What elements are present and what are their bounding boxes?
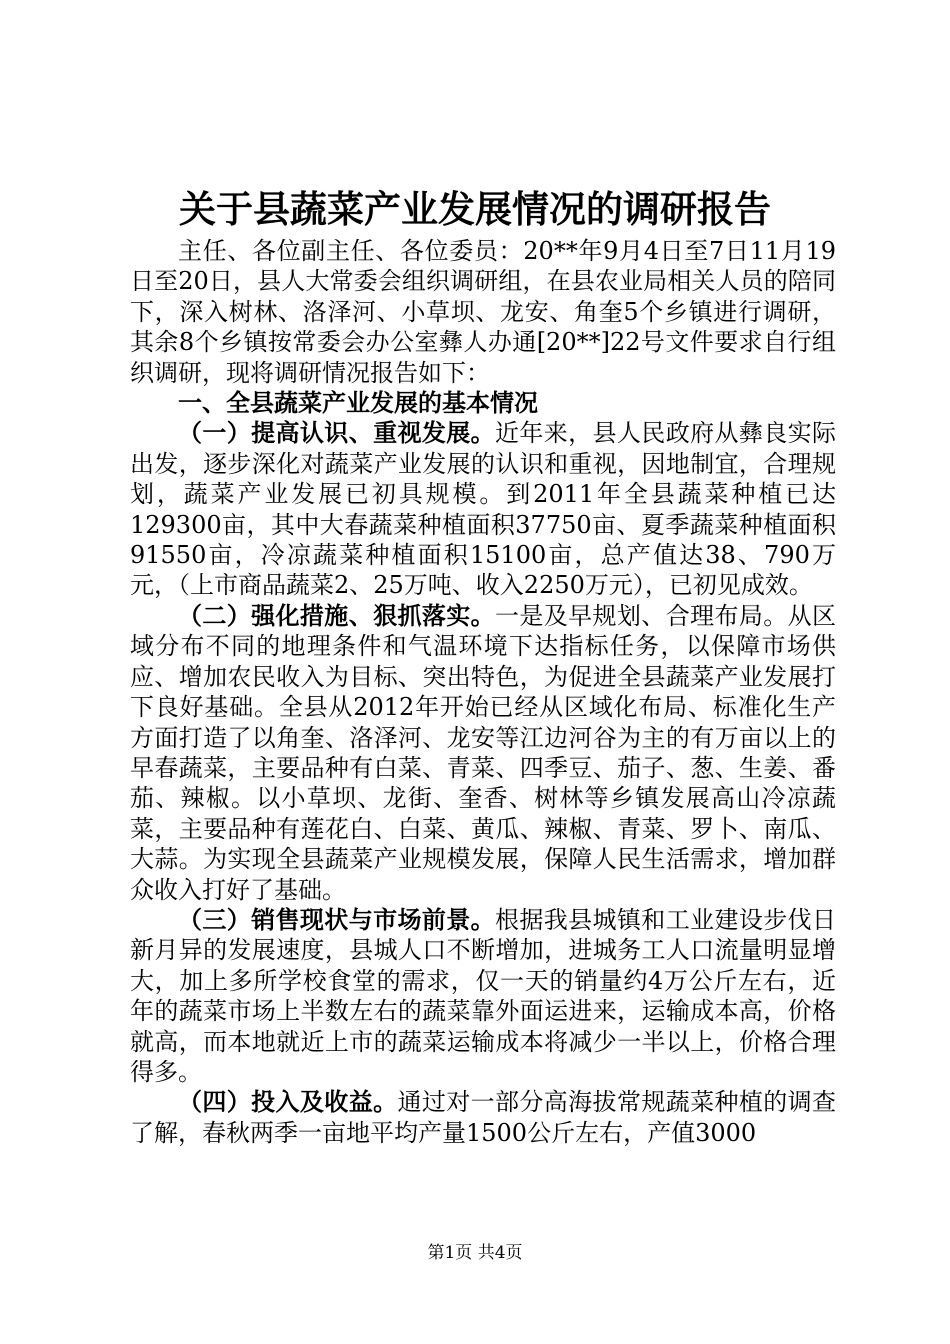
intro-paragraph: 主任、各位副主任、各位委员：20**年9月4日至7日11月19日至20日，县人大常委会组织调研组，在县农业局相关人员的陪同下，深入树林、洛泽河、小草坝、龙安、角奎5个乡镇进行调研，其余8个乡镇按常委会办公室彝人办通[20**]22号文件要求自行组织调研，现将调研情况报告如下：	[130, 237, 836, 387]
paragraph-1-lead: （一）提高认识、重视发展。	[178, 418, 495, 448]
paragraph-1-text: 近年来，县人民政府从彝良实际出发，逐步深化对蔬菜产业发展的认识和重视，因地制宜，合理规划，蔬菜产业发展已初具规模。到2011年全县蔬菜种植已达129300亩，其中大春蔬菜种植面积37750亩、夏季蔬菜种植面积91550亩，冷凉蔬菜种植面积15100亩，总产值达38、790万元，（上市商品蔬菜2、25万吨、收入2250万元），已初见成效。	[130, 419, 836, 600]
paragraph-3-lead: （三）销售现状与市场前景。	[178, 904, 495, 934]
paragraph-1	[130, 418, 836, 600]
document-title: 关于县蔬菜产业发展情况的调研报告	[179, 187, 771, 231]
paragraph-4-text: 通过对一部分高海拔常规蔬菜种植的调查了解，春秋两季一亩地平均产量1500公斤左右，产值3000	[130, 1088, 837, 1147]
paragraph-2	[130, 601, 836, 905]
page-footer: 第1页 共4页	[427, 1243, 523, 1263]
paragraph-4	[130, 1087, 836, 1148]
paragraph-2-text: 一是及早规划、合理布局。从区域分布不同的地理条件和气温环境下达指标任务，以保障市场供应、增加农民收入为目标、突出特色，为促进全县蔬菜产业发展打下良好基础。全县从2012年开始已经从区域化布局、标准化生产方面打造了以角奎、洛泽河、龙安等江边河谷为主的有万亩以上的早春蔬菜，主要品种有白菜、青菜、四季豆、茄子、葱、生姜、番茄、辣椒。以小草坝、龙街、奎香、树林等乡镇发展高山冷凉蔬菜，主要品种有莲花白、白菜、黄瓜、辣椒、青菜、罗卜、南瓜、大蒜。为实现全县蔬菜产业规模发展，保障人民生活需求，增加群众收入打好了基础。	[130, 601, 836, 904]
paragraph-3-text: 根据我县城镇和工业建设步伐日新月异的发展速度，县城人口不断增加，进城务工人口流量明显增大，加上多所学校食堂的需求，仅一天的销量约4万公斤左右，近年的蔬菜市场上半数左右的蔬菜靠外面运进来，运输成本高，价格就高，而本地就近上市的蔬菜运输成本将减少一半以上，价格合理得多。	[130, 905, 836, 1086]
document-body	[130, 236, 836, 1148]
section-heading: 一、全县蔬菜产业发展的基本情况	[178, 388, 538, 418]
paragraph-2-lead: （二）强化措施、狠抓落实。	[178, 600, 495, 630]
paragraph-3	[130, 905, 836, 1087]
paragraph-4-lead: （四）投入及收益。	[178, 1087, 398, 1117]
